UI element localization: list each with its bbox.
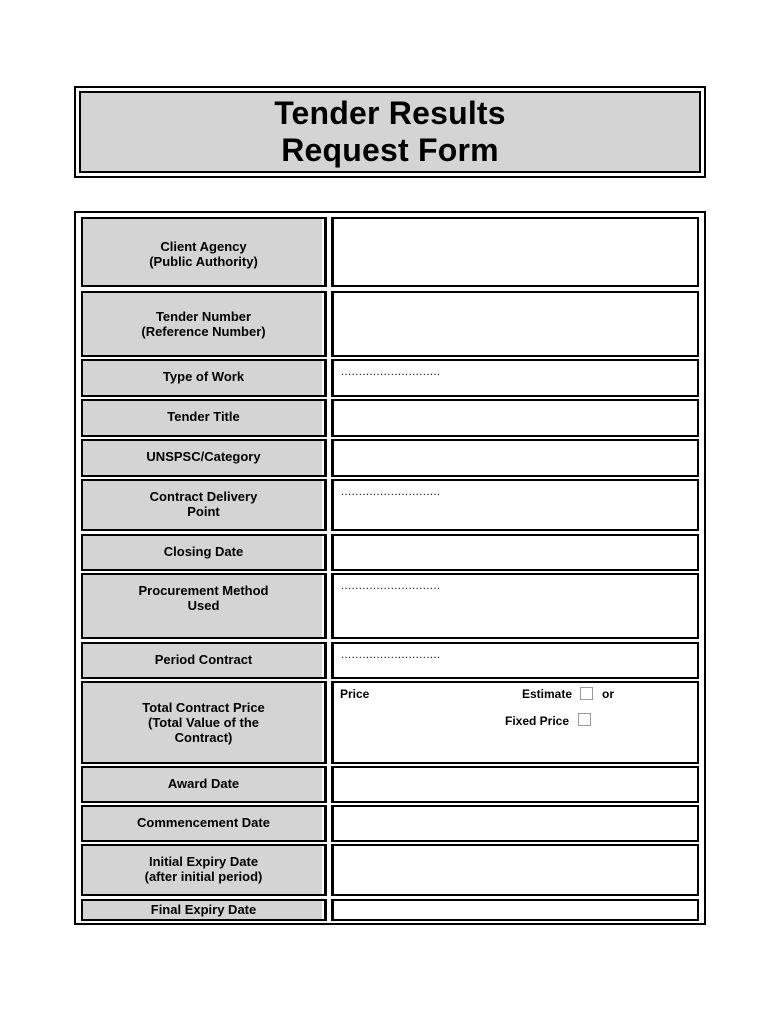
closing-date-field[interactable] [331,534,699,571]
commencement-date-field[interactable] [331,805,699,842]
row-award-date [76,766,704,803]
client-agency-label [81,217,327,287]
row-tender-number [76,291,704,357]
closing-date-label: Closing Date [81,534,327,571]
procurement-method-dots: ............................ [341,580,441,592]
row-client-agency [76,217,704,287]
type-of-work-field[interactable] [331,359,699,397]
period-contract-field[interactable] [331,642,699,679]
row-commencement-date [76,805,704,842]
period-contract-label: Period Contract [81,642,327,679]
tender-number-label-line-1: Tender Number [155,309,252,324]
procurement-method-field[interactable] [331,573,699,639]
total-contract-price-label-line-1: Total Contract Price [142,700,265,715]
row-contract-delivery-point [76,479,704,531]
contract-delivery-point-dots: ............................ [341,486,441,498]
row-period-contract [76,642,704,679]
row-tender-title [76,399,704,437]
type-of-work-dots: ............................ [341,366,441,378]
procurement-method-label-line-2: Used [187,598,220,613]
initial-expiry-date-label-line-2: (after initial period) [144,869,263,884]
total-contract-price-field [331,681,699,764]
row-type-of-work [76,359,704,397]
row-procurement-method [76,573,704,639]
final-expiry-date-label: Final Expiry Date [81,899,327,921]
form-title-line-1: Tender Results [274,95,506,131]
procurement-method-label [81,573,327,639]
initial-expiry-date-label-line-1: Initial Expiry Date [148,854,259,869]
row-closing-date [76,534,704,571]
form-title-line-2: Request Form [281,132,499,168]
fixed-price-label: Fixed Price [505,714,570,728]
client-agency-label-line-1: Client Agency [160,239,247,254]
price-label: Price [340,687,370,701]
estimate-label: Estimate [522,687,573,701]
type-of-work-label: Type of Work [81,359,327,397]
contract-delivery-point-field[interactable] [331,479,699,531]
award-date-label: Award Date [81,766,327,803]
fixed-price-checkbox[interactable] [578,713,591,726]
row-initial-expiry-date [76,844,704,896]
tender-number-label [81,291,327,357]
contract-delivery-point-label-line-1: Contract Delivery [149,489,258,504]
client-agency-label-line-2: (Public Authority) [149,254,258,269]
estimate-checkbox[interactable] [580,687,593,700]
initial-expiry-date-field[interactable] [331,844,699,896]
or-label: or [602,687,614,701]
period-contract-dots: ............................ [341,649,441,661]
award-date-field[interactable] [331,766,699,803]
total-contract-price-label [81,681,327,764]
final-expiry-date-field[interactable] [331,899,699,921]
contract-delivery-point-label [81,479,327,531]
initial-expiry-date-label [81,844,327,896]
commencement-date-label: Commencement Date [81,805,327,842]
row-unspsc-category [76,439,704,477]
procurement-method-label-line-1: Procurement Method [138,583,269,598]
row-total-contract-price [76,681,704,764]
request-form-table [74,211,706,925]
tender-number-label-line-2: (Reference Number) [141,324,266,339]
form-title-box [74,86,706,178]
tender-title-field[interactable] [331,399,699,437]
tender-title-label: Tender Title [81,399,327,437]
form-title-panel [79,91,701,173]
unspsc-category-field[interactable] [331,439,699,477]
row-final-expiry-date [76,899,704,921]
total-contract-price-label-line-3: Contract) [174,730,233,745]
contract-delivery-point-label-line-2: Point [187,504,220,519]
tender-number-field[interactable] [331,291,699,357]
total-contract-price-label-line-2: (Total Value of the [148,715,259,730]
client-agency-field[interactable] [331,217,699,287]
unspsc-category-label: UNSPSC/Category [81,439,327,477]
